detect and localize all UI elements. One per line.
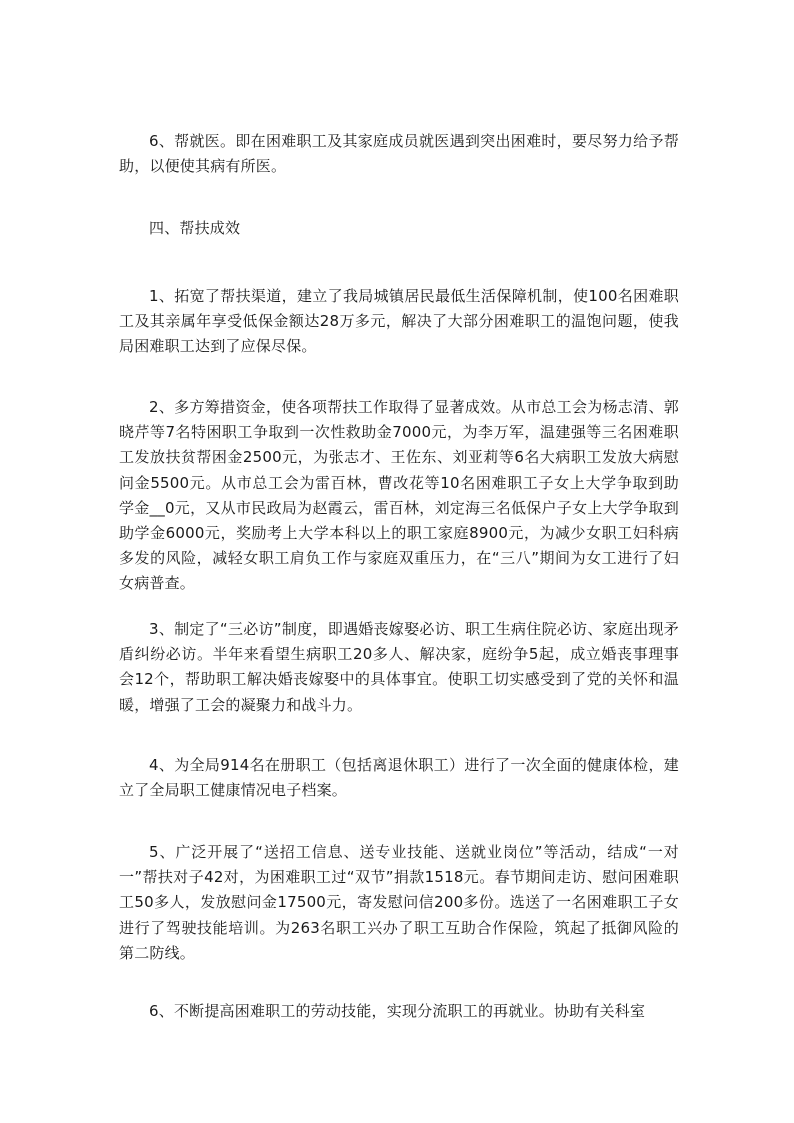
paragraph-result-2: 2、多方筹措资金，使各项帮扶工作取得了显著成效。从市总工会为杨志清、郭晓芹等7名特困职工争取到一次性救助金7000元，为李万军，温建强等三名困难职工发放扶贫帮困金2500元，为张志才、王佐东、刘亚莉等6名大病职工发放大病慰问金5500元。从市总工会为雷百林，曹改花等10名困难职工子女上大学争取到助学金__0元，又从市民政局为赵霞云，雷百林，刘定海三名低保户子女上大学争取到助学金6000元，奖励考上大学本科以上的职工家庭8900元，为减少女职工妇科病多发的风险，减轻女职工肩负工作与家庭双重压力，在“三八”期间为女工进行了妇女病普查。	[119, 398, 679, 593]
paragraph-result-1: 1、拓宽了帮扶渠道，建立了我局城镇居民最低生活保障机制，使100名困难职工及其亲属年享受低保金额达28万多元，解决了大部分困难职工的温饱问题，使我局困难职工达到了应保尽保。	[119, 287, 679, 356]
paragraph-result-5: 5、广泛开展了“送招工信息、送专业技能、送就业岗位”等活动，结成“一对一”帮扶对子42对，为困难职工过“双节”捐款1518元。春节期间走访、慰问困难职工50多人，发放慰问金17500元，寄发慰问信200多份。选送了一名困难职工子女进行了驾驶技能培训。为263名职工兴办了职工互助合作保险，筑起了抵御风险的第二防线。	[119, 843, 679, 962]
paragraph-help-medical: 6、帮就医。即在困难职工及其家庭成员就医遇到突出困难时，要尽努力给予帮助，以便使其病有所医。	[119, 132, 679, 176]
paragraph-result-6: 6、不断提高困难职工的劳动技能，实现分流职工的再就业。协助有关科室	[149, 1002, 646, 1020]
paragraph-result-4: 4、为全局914名在册职工（包括离退休职工）进行了一次全面的健康体检，建立了全局职工健康情况电子档案。	[119, 756, 679, 800]
section-heading-results: 四、帮扶成效	[149, 219, 241, 237]
paragraph-result-3: 3、制定了“三必访”制度，即遇婚丧嫁娶必访、职工生病住院必访、家庭出现矛盾纠纷必访。半年来看望生病职工20多人、解决家，庭纷争5起，成立婚丧事理事会12个，帮助职工解决婚丧嫁娶中的具体事宜。使职工切实感受到了党的关怀和温暖，增强了工会的凝聚力和战斗力。	[119, 620, 679, 714]
